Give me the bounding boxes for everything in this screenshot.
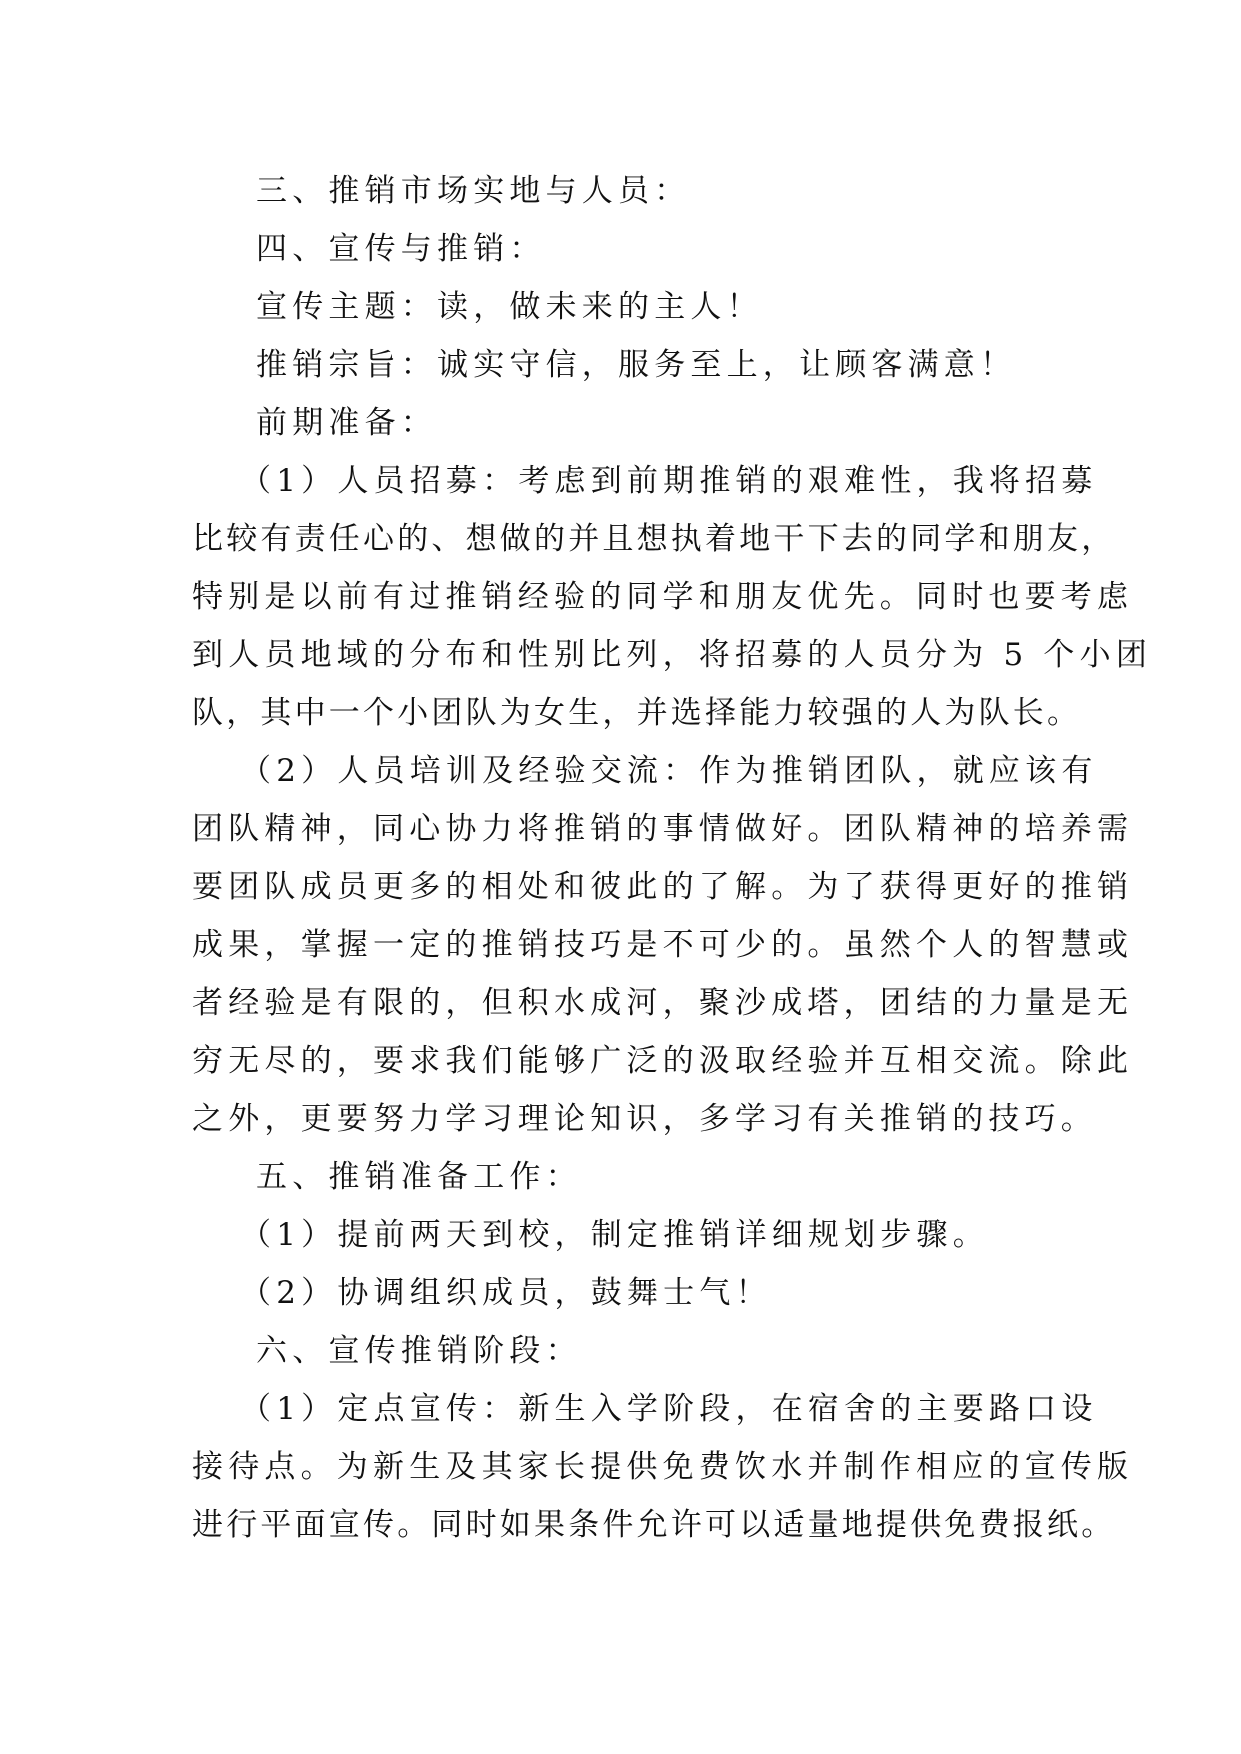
section-heading-5: 五、推销准备工作： (256, 1159, 582, 1195)
list-item: （2）协调组织成员，鼓舞士气！ (240, 1275, 772, 1311)
paragraph-line: （2）人员培训及经验交流：作为推销团队，就应该有 (240, 753, 1098, 789)
paragraph-line: 要团队成员更多的相处和彼此的了解。为了获得更好的推销 (192, 869, 1134, 905)
paragraph-line: 特别是以前有过推销经验的同学和朋友优先。同时也要考虑 (192, 579, 1134, 615)
document-body (192, 162, 1153, 1554)
sales-principle: 推销宗旨：诚实守信，服务至上，让顾客满意！ (256, 347, 1017, 383)
paragraph-line: 接待点。为新生及其家长提供免费饮水并制作相应的宣传版 (192, 1449, 1134, 1485)
paragraph-line: 成果，掌握一定的推销技巧是不可少的。虽然个人的智慧或 (192, 927, 1134, 963)
paragraph-line: 进行平面宣传。同时如果条件允许可以适量地提供免费报纸。 (192, 1507, 1116, 1543)
paragraph-line: 队，其中一个小团队为女生，并选择能力较强的人为队长。 (192, 695, 1082, 731)
paragraph-line: 之外，更要努力学习理论知识，多学习有关推销的技巧。 (192, 1101, 1097, 1137)
section-heading-4: 四、宣传与推销： (256, 231, 546, 267)
section-heading-3: 三、推销市场实地与人员： (256, 173, 691, 209)
preparation-heading: 前期准备： (256, 405, 437, 441)
paragraph-line: 比较有责任心的、想做的并且想执着地干下去的同学和朋友， (192, 521, 1116, 557)
paragraph-line: （1）人员招募：考虑到前期推销的艰难性，我将招募 (240, 463, 1098, 499)
list-item: （1）提前两天到校，制定推销详细规划步骤。 (240, 1217, 989, 1253)
paragraph-line: 者经验是有限的，但积水成河，聚沙成塔，团结的力量是无 (192, 985, 1134, 1021)
paragraph-line: （1）定点宣传：新生入学阶段，在宿舍的主要路口设 (240, 1391, 1098, 1427)
paragraph-line: 穷无尽的，要求我们能够广泛的汲取经验并互相交流。除此 (192, 1043, 1134, 1079)
paragraph-line: 到人员地域的分布和性别比列，将招募的人员分为 5 个小团 (192, 637, 1153, 673)
section-heading-6: 六、宣传推销阶段： (256, 1333, 582, 1369)
paragraph-line: 团队精神，同心协力将推销的事情做好。团队精神的培养需 (192, 811, 1134, 847)
publicity-theme: 宣传主题：读，做未来的主人！ (256, 289, 763, 325)
